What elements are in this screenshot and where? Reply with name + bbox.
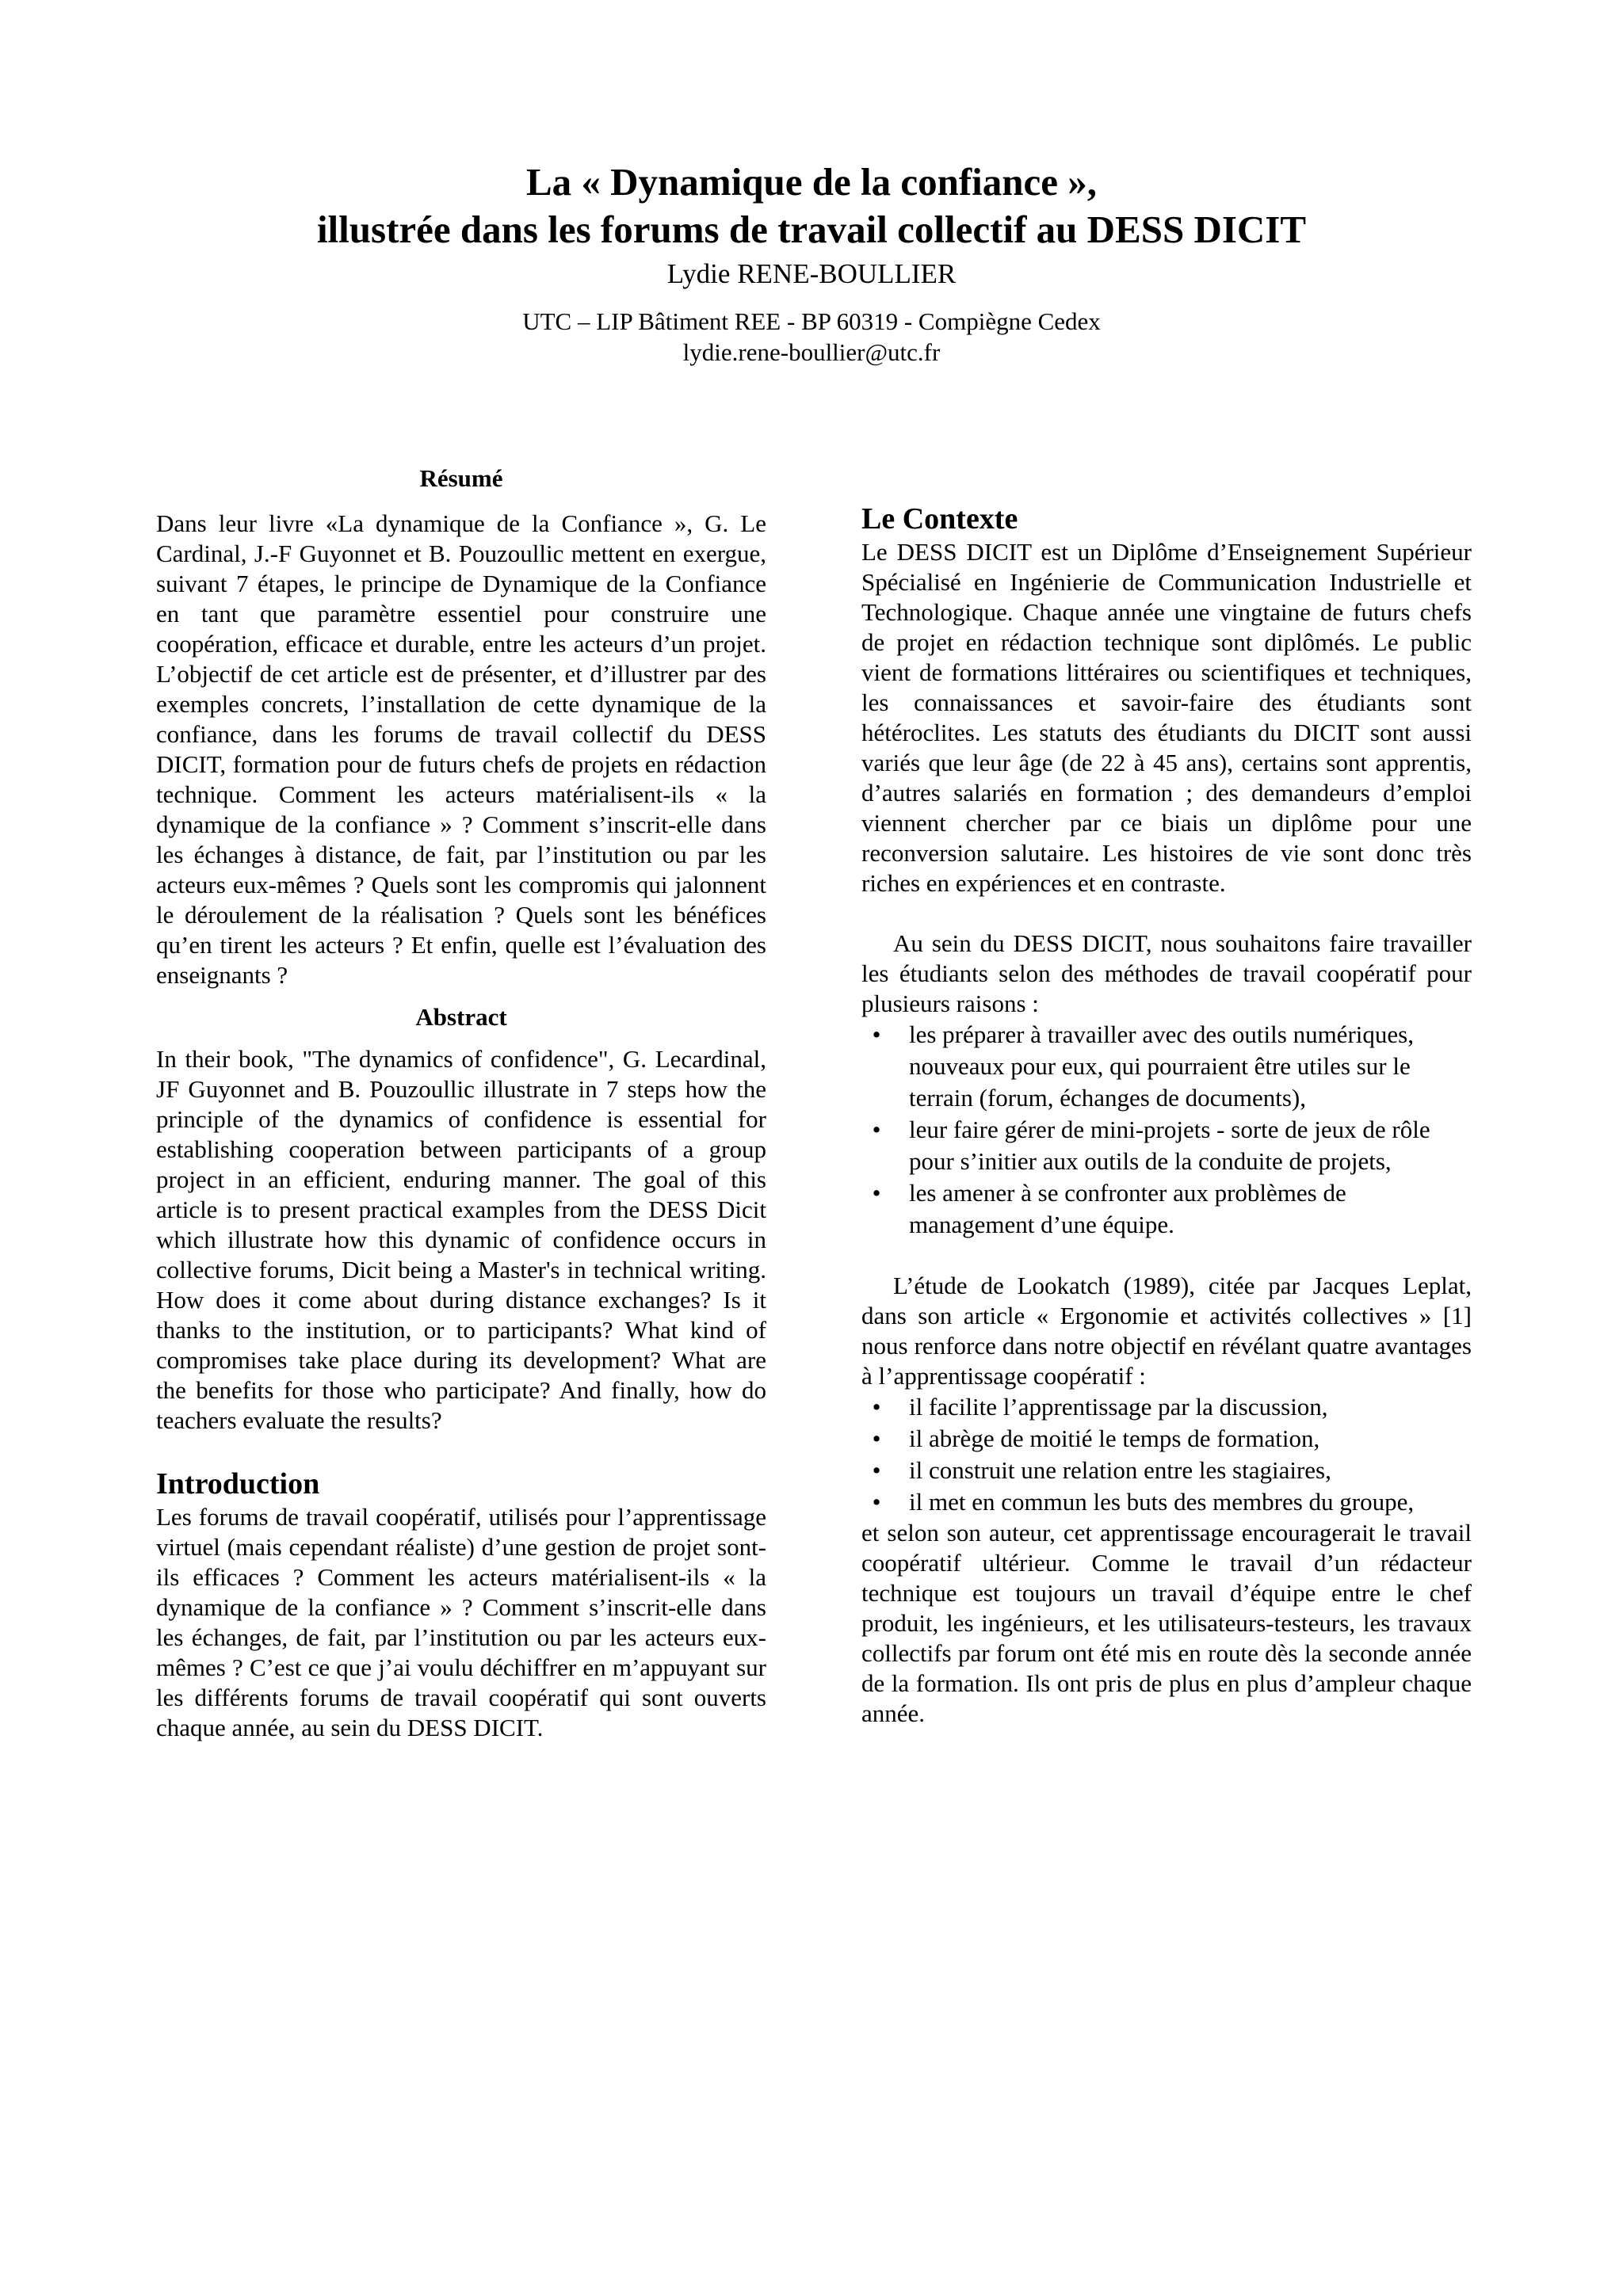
- right-column: [861, 501, 1472, 1729]
- paper-header: [0, 158, 1623, 368]
- bullet-icon: •: [872, 1425, 881, 1452]
- contexte-paragraph-4: et selon son auteur, cet apprentissage encouragerait le travail coopératif ultérieur. Comme le travail d’un rédacteur technique est toujours un travail d’équipe entre le chef produit, les ingénieurs, et les utilisateurs-testeurs, les travaux collectifs par forum ont été mis en route dès la seconde année de la formation. Ils ont pris de plus en plus d’ampleur chaque année.: [861, 1519, 1472, 1727]
- bullet-icon: •: [872, 1393, 881, 1421]
- list-item-text: il met en commun les buts des membres du groupe,: [909, 1488, 1415, 1516]
- list-item-text: les préparer à travailler avec des outils numériques, nouveaux pour eux, qui pourraient être utiles sur le terrain (forum, échanges de documents),: [909, 1020, 1414, 1112]
- list-item: [861, 1177, 1472, 1241]
- introduction-heading: Introduction: [156, 1467, 320, 1501]
- list-item-text: il facilite l’apprentissage par la discussion,: [909, 1393, 1328, 1421]
- list-item: [861, 1423, 1472, 1455]
- list-item-text: il construit une relation entre les stagiaires,: [909, 1456, 1331, 1484]
- bullet-icon: •: [872, 1488, 881, 1516]
- left-column: [156, 463, 766, 1743]
- abstract-text: In their book, "The dynamics of confidence", G. Lecardinal, JF Guyonnet and B. Pouzoullic illustrate in 7 steps how the principle of the dynamics of confidence is essential for establishing cooperation between participants of a group project in an efficient, enduring manner. The goal of this article is to present practical examples from the DESS Dicit which illustrate how this dynamic of confidence occurs in collective forums, Dicit being a Master's in technical writing. How does it come about during distance exchanges? Is it thanks to the institution, or to participants? What kind of compromises take place during its development? What are the benefits for those who participate? And finally, how do teachers evaluate the results?: [156, 1045, 766, 1434]
- author-affiliation: UTC – LIP Bâtiment REE - BP 60319 - Compiègne Cedex: [522, 307, 1101, 335]
- abstract-heading: Abstract: [415, 1003, 507, 1031]
- list-item-text: leur faire gérer de mini-projets - sorte de jeux de rôle pour s’initier aux outils de la conduite de projets,: [909, 1116, 1430, 1175]
- reasons-list: [861, 1019, 1472, 1241]
- resume-text: Dans leur livre «La dynamique de la Confiance », G. Le Cardinal, J.-F Guyonnet et B. Pouzoullic mettent en exergue, suivant 7 étapes, le principe de Dynamique de la Confiance en tant que paramètre essentiel pour construire une coopération, efficace et durable, entre les acteurs d’un projet. L’objectif de cet article est de présenter, et d’illustrer par des exemples concrets, l’installation de cette dynamique de la confiance, dans les forums de travail collectif du DESS DICIT, formation pour de futurs chefs de projets en rédaction technique. Comment les acteurs matérialisent-ils « la dynamique de la confiance » ? Comment s’inscrit-elle dans les échanges à distance, de fait, par l’institution ou par les acteurs eux-mêmes ? Quels sont les compromis qui jalonnent le déroulement de la réalisation ? Quels sont les bénéfices qu’en tirent les acteurs ? Et enfin, quelle est l’évaluation des enseignants ?: [156, 509, 766, 989]
- contexte-heading: Le Contexte: [861, 502, 1018, 536]
- resume-heading: Résumé: [419, 464, 503, 492]
- author-name: Lydie RENE-BOULLIER: [666, 258, 957, 289]
- list-item-text: il abrège de moitié le temps de formation,: [909, 1425, 1320, 1452]
- bullet-icon: •: [872, 1020, 881, 1048]
- introduction-text: Les forums de travail coopératif, utilisés pour l’apprentissage virtuel (mais cependant réaliste) d’une gestion de projet sont-ils efficaces ? Comment les acteurs matérialisent-ils « la dynamique de la confiance » ? Comment s’inscrit-elle dans les échanges, de fait, par l’institution ou par les acteurs eux-mêmes ? C’est ce que j’ai voulu déchiffrer en m’appuyant sur les différents forums de travail coopératif qui sont ouverts chaque année, au sein du DESS DICIT.: [156, 1503, 766, 1741]
- title-line-2: illustrée dans les forums de travail collectif au DESS DICIT: [316, 208, 1307, 251]
- list-item: [861, 1114, 1472, 1177]
- contexte-paragraph-2: Au sein du DESS DICIT, nous souhaitons faire travailler les étudiants selon des méthodes de travail coopératif pour plusieurs raisons :: [861, 929, 1472, 1017]
- contexte-paragraph-1: Le DESS DICIT est un Diplôme d’Enseignement Supérieur Spécialisé en Ingénierie de Communication Industrielle et Technologique. Chaque année une vingtaine de futurs chefs de projet en rédaction technique sont diplômés. Le public vient de formations littéraires ou scientifiques et techniques, les connaissances et savoir-faire des étudiants sont hétéroclites. Les statuts des étudiants du DICIT sont aussi variés que leur âge (de 22 à 45 ans), certains sont apprentis, d’autres salariés en formation ; des demandeurs d’emploi viennent chercher par ce biais un diplôme pour une reconversion salutaire. Les histoires de vie sont donc très riches en expériences et en contraste.: [861, 538, 1472, 897]
- bullet-icon: •: [872, 1456, 881, 1484]
- list-item: [861, 1486, 1472, 1518]
- list-item: [861, 1391, 1472, 1423]
- list-item-text: les amener à se confronter aux problèmes de management d’une équipe.: [909, 1179, 1346, 1238]
- title-line-1: La « Dynamique de la confiance »,: [525, 160, 1098, 204]
- bullet-icon: •: [872, 1179, 881, 1207]
- bullet-icon: •: [872, 1116, 881, 1143]
- advantages-list: [861, 1391, 1472, 1518]
- author-email: lydie.rene-boullier@utc.fr: [682, 338, 941, 366]
- paper-title: [0, 158, 1623, 254]
- contexte-paragraph-3: L’étude de Lookatch (1989), citée par Jacques Leplat, dans son article « Ergonomie et activités collectives » [1] nous renforce dans notre objectif en révélant quatre avantages à l’apprentissage coopératif :: [861, 1272, 1472, 1390]
- list-item: [861, 1019, 1472, 1114]
- list-item: [861, 1455, 1472, 1486]
